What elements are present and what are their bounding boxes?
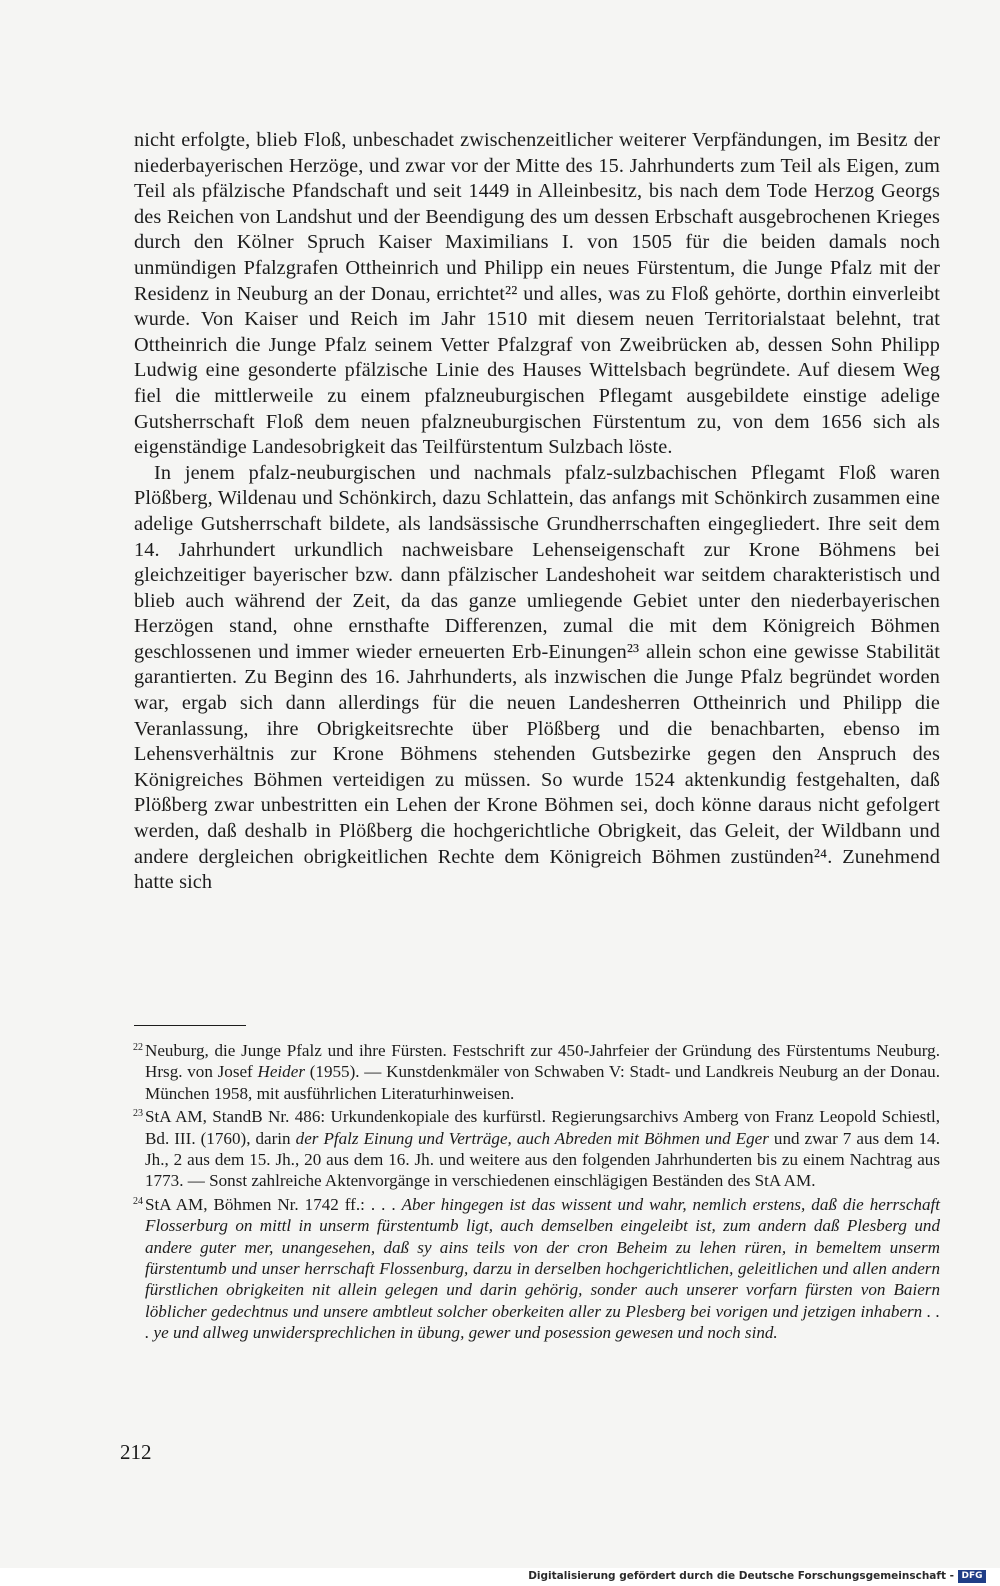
footnotes [134,1040,940,1346]
footnote-italic: der Pfalz Einung und Verträge, auch Abreden mit Böhmen und Eger [295,1128,769,1148]
footnote-number: 23 [133,1108,143,1120]
footnote-text: StA AM, Böhmen Nr. 1742 ff.: . . . [145,1194,402,1214]
footnote-text: und zwar 7 aus dem 14. Jh., 2 aus dem 15. Jh., 20 aus dem 16. Jh. und weitere aus den folgenden Jahrhunderten bis zu einem Nachtrag aus 1773. — Sonst zahlreiche Aktenvorgänge in verschiedenen einschlägigen Beständen des StA AM. [145,1128,940,1191]
dfg-logo-icon: DFG [958,1570,986,1583]
footnote-text: StA AM, StandB Nr. 486: Urkundenkopiale des kurfürstl. Regierungsarchivs Amberg von Franz Leopold Schiestl, Bd. III. (1760), darin [145,1107,940,1148]
footnote-text: Neuburg, die Junge Pfalz und ihre Fürsten. Festschrift zur 450-Jahrfeier der Gründung des Fürstentums Neuburg. Hrsg. von Josef [145,1041,940,1082]
footnote-number: 24 [133,1195,143,1207]
footnote-24 [134,1194,940,1344]
footnote-22 [134,1040,940,1104]
footnote-number: 22 [133,1042,143,1053]
page-number: 212 [120,1440,152,1464]
footnote-italic: Heider [257,1062,305,1082]
footnote-text: (1955). — Kunstdenkmäler von Schwaben V: Stadt- und Landkreis Neuburg an der Donau. München 1958, mit ausführlichen Literaturhinweisen. [145,1062,940,1103]
paragraph-2: In jenem pfalz-neuburgischen und nachmals pfalz-sulzbachischen Pflegamt Floß waren Plößberg, Wildenau und Schönkirch, dazu Schlattein, das anfangs mit Schönkirch zusammen eine adelige Gutsherrschaft bildete, als landsässische Grundherrschaften eingegliedert. Ihre seit dem 14. Jahrhundert urkundlich nachweisbare Lehenseigenschaft zur Krone Böhmens bei gleichzeitiger bayerischer bzw. dann pfälzischer Landeshoheit war seitdem charakteristisch und blieb auch während der Zeit, da das ganze umliegende Gebiet unter den niederbayerischen Herzögen stand, ohne ernsthafte Differenzen, zumal die mit dem Königreich Böhmen geschlossenen und immer wieder erneuerten Erb-Einungen²³ allein schon eine gewisse Stabilität garantierten. Zu Beginn des 16. Jahrhunderts, als inzwischen die Junge Pfalz begründet worden war, ergab sich dann allerdings für die neuen Landesherren Ottheinrich und Philipp die Veranlassung, ihre Obrigkeitsrechte über Plößberg und die benachbarten, ebenso im Lehensverhältnis zur Krone Böhmens stehenden Gutsbezirke gegen den Anspruch des Königreiches Böhmen verteidigen zu müssen. So wurde 1524 aktenkundig festgehalten, daß Plößberg zwar unbestritten ein Lehen der Krone Böhmen sei, doch könne daraus nicht gefolgert werden, daß deshalb in Plößberg die hochgerichtliche Obrigkeit, das Geleit, der Wildbann und andere dergleichen obrigkeitlichen Rechte dem Königreich Böhmen zustünden²⁴. Zunehmend hatte sich [134,461,940,894]
main-text [134,128,940,896]
footnote-italic: Aber hingegen ist das wissent und wahr, nemlich erstens, daß die herrschaft Flosserburg on mittl in unserm fürstentumb ligt, auch demselben eingeleibt ist, zum andern daß Plesberg und andere guter mer, unangesehen, daß sy ains teils von der cron Beheim zu lehen rüren, in bemeltem unserm fürstentumb und unser herrschaft Flossenburg, darzu in derselben hochgerichtlichen, geleitlichen und allen andern fürstlichen obrigkeiten nit allein gelegen und darin gehörig, sonder auch unserer vorfarn fürsten von Baiern löblicher gedechtnus und unsere ambtleut solcher oberkeiten aller zu Plesberg bei vorigen und jetzigen inhabern . . . ye und allweg unwidersprechlichen in übung, gewer und posession gewesen und noch sind. [145,1194,940,1343]
paragraph-1: nicht erfolgte, blieb Floß, unbeschadet zwischenzeitlicher weiterer Verpfändungen, im Besitz der niederbayerischen Herzöge, und zwar vor der Mitte des 15. Jahrhunderts zum Teil als Eigen, zum Teil als pfälzische Pfandschaft und seit 1449 in Alleinbesitz, bis nach dem Tode Herzog Georgs des Reichen von Landshut und der Beendigung des um dessen Erbschaft ausgebrochenen Krieges durch den Kölner Spruch Kaiser Maximilians I. von 1505 für die beiden damals noch unmündigen Pfalzgrafen Ottheinrich und Philipp ein neues Fürstentum, die Junge Pfalz mit der Residenz in Neuburg an der Donau, errichtet²² und alles, was zu Floß gehörte, dorthin einverleibt wurde. Von Kaiser und Reich im Jahr 1510 mit diesem neuen Territorialstaat belehnt, trat Ottheinrich die Junge Pfalz seinem Vetter Pfalzgraf von Zweibrücken ab, dessen Sohn Philipp Ludwig eine gesonderte pfälzische Linie des Hauses Wittelsbach begründete. Auf diesem Weg fiel die mittlerweile zu einem pfalzneuburgischen Pflegamt ausgebildete einstige adelige Gutsherrschaft Floß dem neuen pfalzneuburgischen Fürstentum zu, von dem 1656 sich als eigenständige Landesobrigkeit das Teilfürstentum Sulzbach löste. [134,129,940,459]
footnote-separator [134,1025,246,1026]
footnote-23 [134,1106,940,1192]
digitization-credit: Digitalisierung gefördert durch die Deutsche Forschungsgemeinschaft - [528,1570,954,1582]
